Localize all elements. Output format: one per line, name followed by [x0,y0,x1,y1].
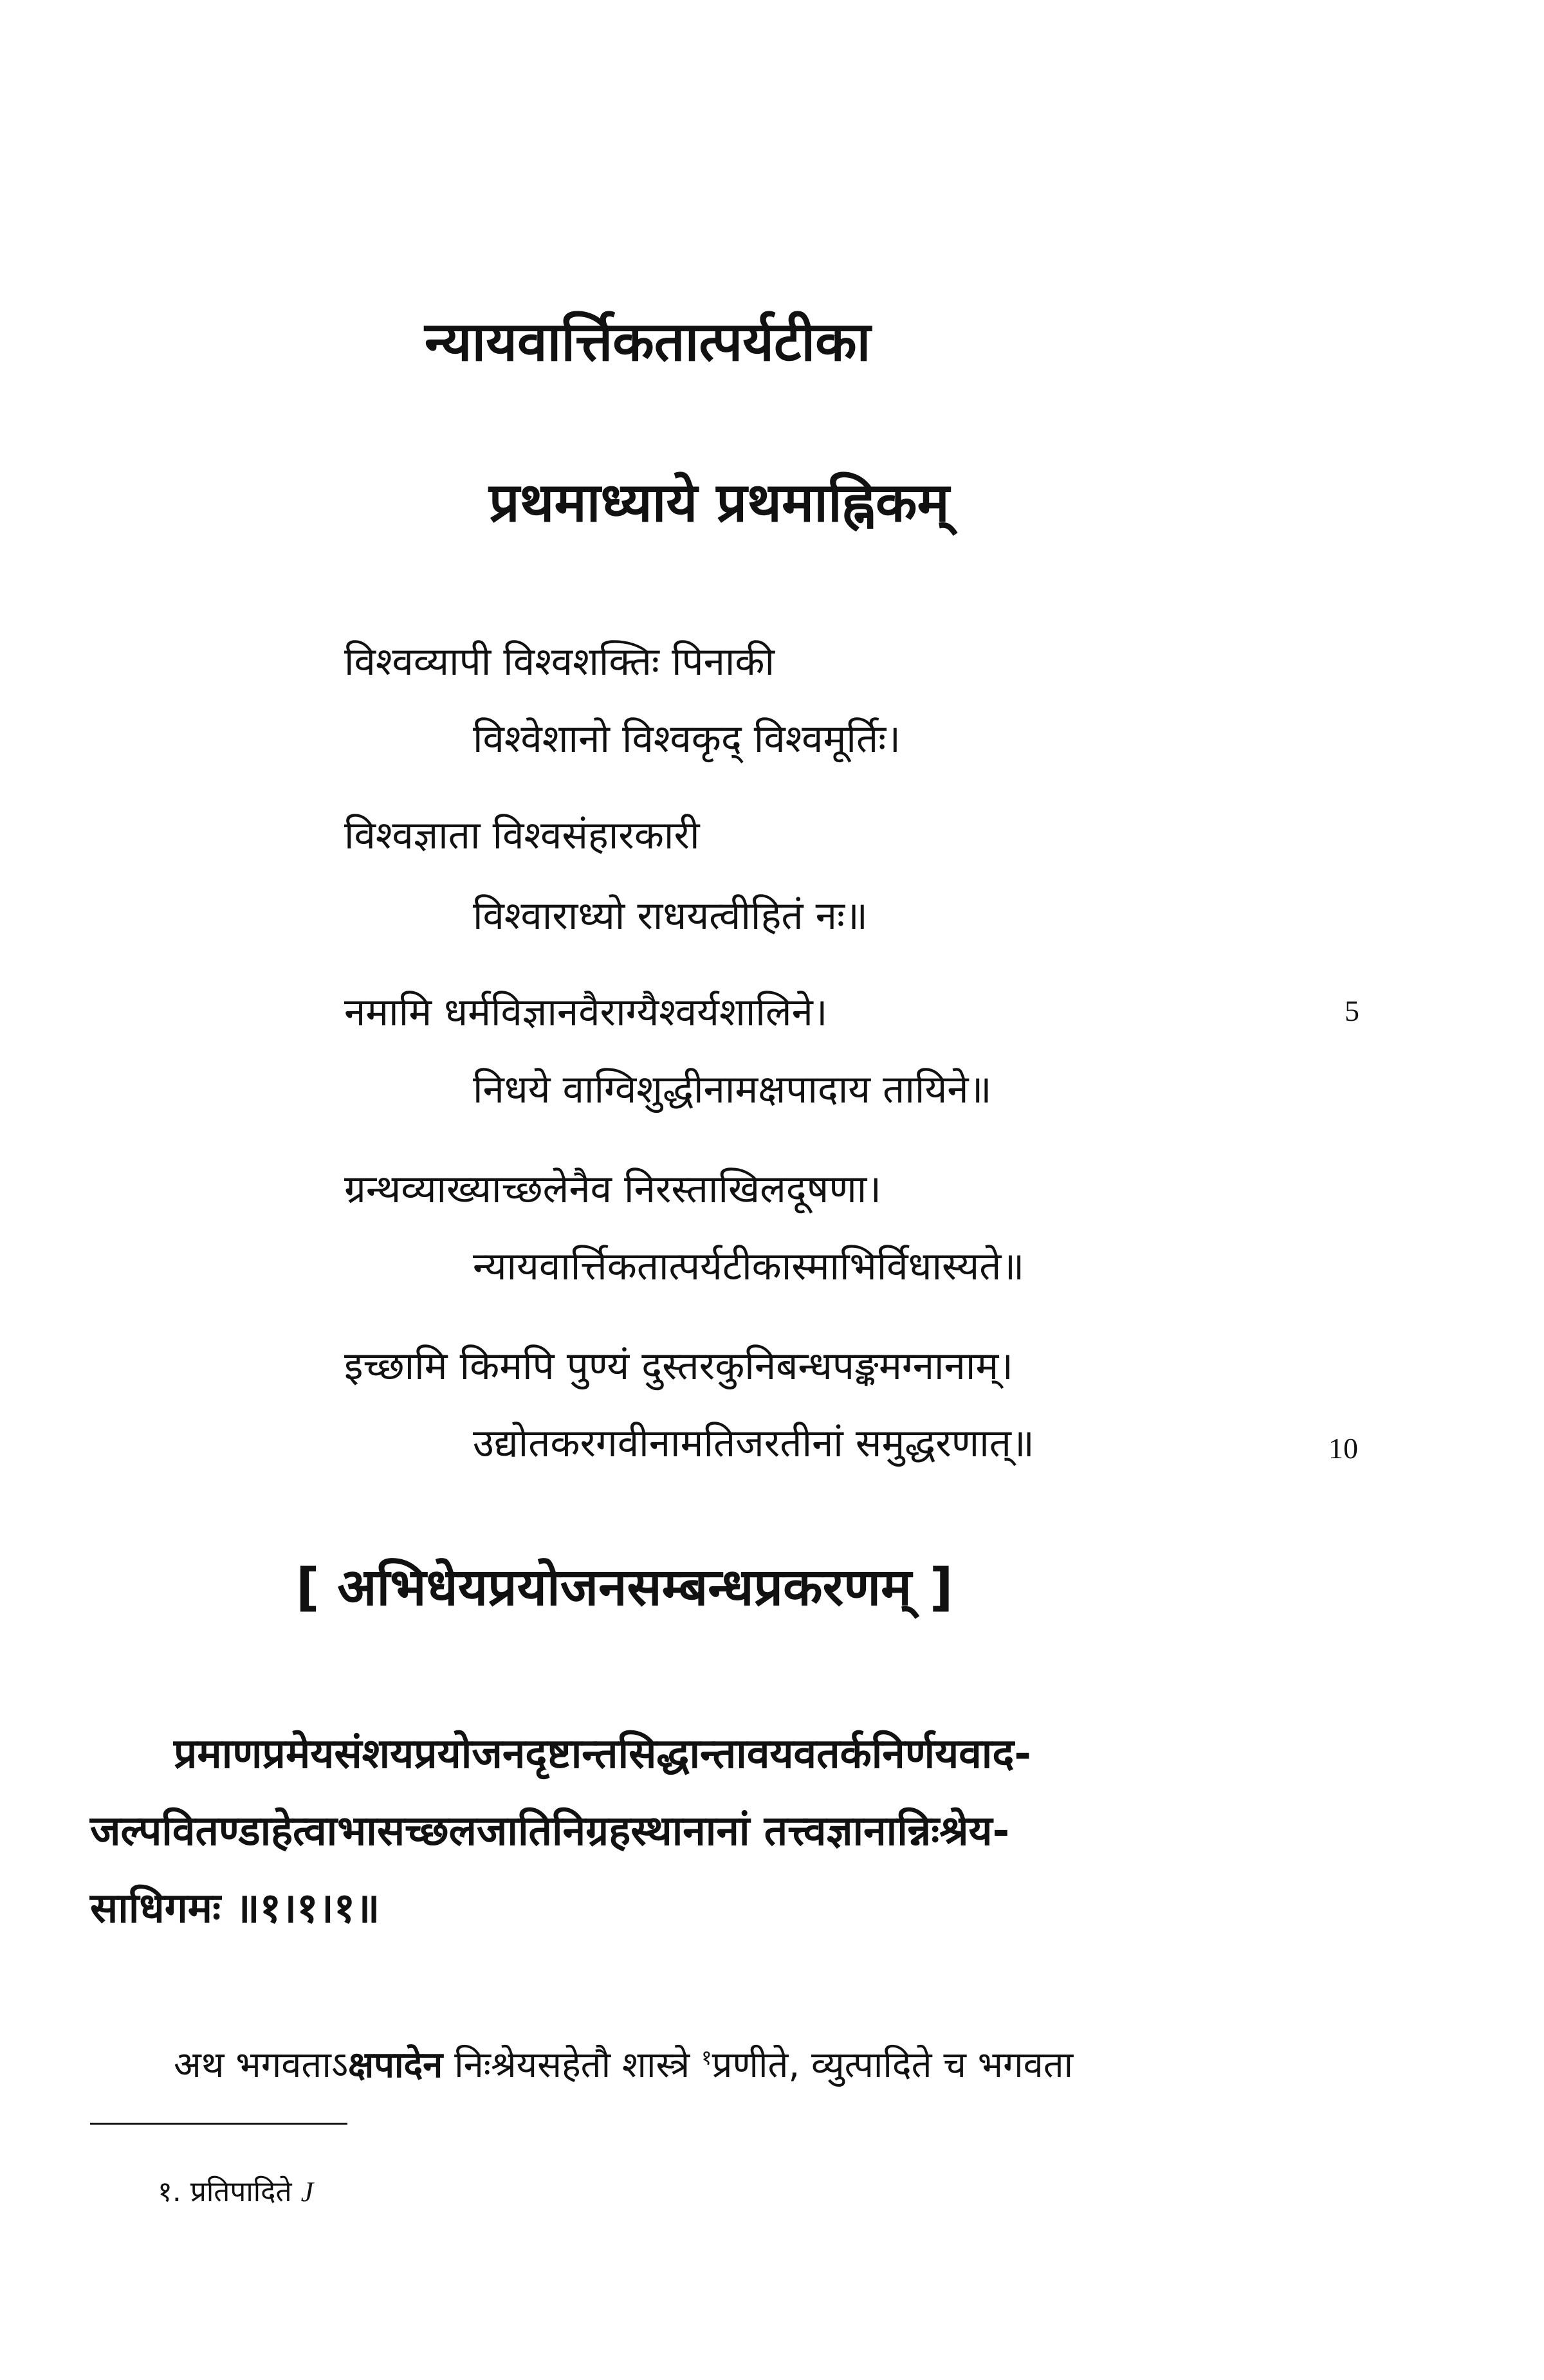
commentary-end: प्रणीते, व्युत्पादिते च भगवता [712,2044,1074,2086]
verse-1-line-2: विश्वेशानो विश्वकृद् विश्वमूर्तिः। [473,717,901,762]
footnote-divider [90,2123,347,2125]
footnote-siglum: J [300,2176,314,2208]
commentary-middle: निःश्रेयसहेतौ शास्त्रे [443,2044,690,2086]
section-heading: [ अभिधेयप्रयोजनसम्बन्धप्रकरणम् ] [296,1557,953,1617]
verse-3-line-2: निधये वाग्विशुद्धीनामक्षपादाय तायिने॥ [473,1067,992,1112]
footnote-marker: १. [158,2175,181,2208]
footnote [158,2171,313,2210]
verse-1-line-1: विश्वव्यापी विश्वशक्तिः पिनाकी [344,639,775,684]
page-title: न्यायवार्त्तिकतात्पर्यटीका [425,310,871,373]
verse-5-line-1: इच्छामि किमपि पुण्यं दुस्तरकुनिबन्धपङ्कमग्नानाम्। [344,1344,1014,1389]
footnote-reference: १ [701,2045,712,2070]
verse-4-line-1: ग्रन्थव्याख्याच्छलेनैव निरस्ताखिलदूषणा। [344,1167,882,1212]
sutra-line-1: प्रमाणप्रमेयसंशयप्रयोजनदृष्टान्तसिद्धान्तावयवतर्कनिर्णयवाद- [174,1730,1031,1778]
sutra-line-3: साधिगमः ॥१।१।१॥ [90,1885,380,1932]
commentary-line [174,2039,1073,2088]
line-number-5: 5 [1345,994,1359,1027]
verse-5-line-2: उद्योतकरगवीनामतिजरतीनां समुद्धरणात्॥ [473,1421,1034,1466]
sutra-line-2: जल्पवितण्डाहेत्वाभासच्छलजातिनिग्रहस्थानानां तत्त्वज्ञानान्निःश्रेय- [90,1808,1010,1855]
verse-2-line-1: विश्वज्ञाता विश्वसंहारकारी [344,813,700,858]
chapter-subtitle: प्रथमाध्याये प्रथमाह्निकम् [489,471,950,534]
footnote-text: प्रतिपादिते [190,2175,292,2208]
commentary-start: अथ भगवताऽ [174,2044,348,2086]
verse-4-line-2: न्यायवार्त्तिकतात्पर्यटीकास्माभिर्विधास्यते॥ [473,1244,1025,1289]
commentary-bold-term: क्षपादेन [347,2044,443,2086]
line-number-10: 10 [1328,1432,1358,1465]
verse-3-line-1: नमामि धर्मविज्ञानवैराग्यैश्वर्यशालिने। [344,990,828,1035]
verse-2-line-2: विश्वाराध्यो राधयत्वीहितं नः॥ [473,893,868,938]
